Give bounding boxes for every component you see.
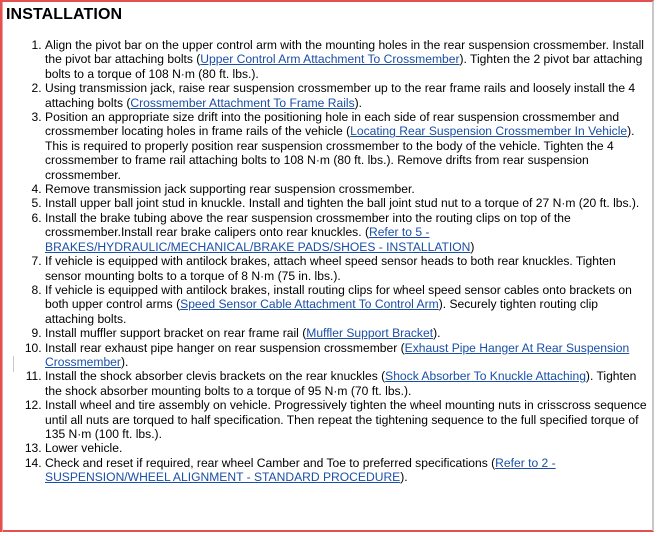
step-item — [45, 441, 654, 455]
step-reference-link[interactable]: Speed Sensor Cable Attachment To Control Arm — [180, 297, 439, 312]
step-text-after: ). — [120, 354, 129, 369]
step-reference-link[interactable]: Exhaust Pipe Hanger At Rear Suspension Crossmember — [45, 340, 630, 369]
step-text: Using transmission jack, raise rear suspension crossmember up to the rear frame rails and loosely install the 4 attaching bolts ( — [45, 81, 636, 110]
step-reference-link[interactable]: Crossmember Attachment To Frame Rails — [130, 95, 355, 110]
step-text: If vehicle is equipped with antilock brakes, attach wheel speed sensor heads to both rear knuckles. Tighten sensor mounting bolts to a torque of 8 N·m (75 in. lbs.). — [45, 254, 616, 283]
step-reference-link[interactable]: Locating Rear Suspension Crossmember In Vehicle — [350, 124, 628, 139]
step-text-after: ). — [354, 95, 363, 110]
step-item — [45, 326, 654, 340]
step-text-after: ) — [470, 239, 475, 254]
step-text: If vehicle is equipped with antilock brakes, install routing clips for wheel speed sensor cables onto brackets on both upper control arms ( — [45, 282, 632, 312]
step-item — [45, 211, 654, 254]
step-text-after: ). Tighten the shock absorber mounting bolts to a torque of 95 N·m (70 ft. lbs.). — [45, 369, 637, 398]
step-item — [45, 110, 654, 182]
step-item — [45, 254, 654, 283]
step-text: Install upper ball joint stud in knuckle. Install and tighten the ball joint stud nut to a torque of 27 N·m (20 ft. lbs.). — [45, 196, 640, 211]
step-reference-link[interactable]: Shock Absorber To Knuckle Attaching — [385, 369, 586, 384]
step-reference-link[interactable]: Upper Control Arm Attachment To Crossmember — [200, 52, 460, 67]
step-text-after: ). This is required to properly position rear suspension crossmember to the body of the vehicle. Tighten the 4 crossmember to frame rail attaching bolts to 108 N·m (80 ft. lbs.). Remove drifts from rear suspension crossmember. — [45, 124, 635, 182]
step-text: Install the brake tubing above the rear suspension crossmember into the routing clips on top of the crossmember.Install rear brake calipers onto rear knuckles. ( — [45, 210, 571, 240]
step-item — [45, 38, 654, 81]
step-text: Install muffler support bracket on rear frame rail ( — [45, 326, 307, 341]
section-title: INSTALLATION — [6, 6, 123, 23]
step-item — [45, 398, 654, 441]
step-text: Install the shock absorber clevis brackets on the rear knuckles ( — [45, 369, 386, 384]
step-text-after: ). Tighten the 2 pivot bar attaching bolts to a torque of 108 N·m (80 ft. lbs.). — [45, 52, 643, 81]
step-reference-link[interactable]: Refer to 5 - BRAKES/HYDRAULIC/MECHANICAL/BRAKE PADS/SHOES - INSTALLATION — [45, 225, 471, 254]
step-text: Lower vehicle. — [45, 441, 123, 456]
step-item — [45, 196, 654, 210]
step-text: Install wheel and tire assembly on vehicle. Progressively tighten the wheel mounting nuts in crisscross sequence until all nuts are torqued to half specification. Then repeat the tightening sequence to the full specified torque of 135 N·m (100 ft. lbs.). — [45, 398, 647, 441]
step-text-after: ). — [433, 326, 441, 341]
step-text-after: ). — [400, 470, 408, 485]
step-item — [45, 81, 654, 110]
step-reference-link[interactable]: Muffler Support Bracket — [306, 326, 434, 341]
step-text: Align the pivot bar on the upper control arm with the mounting holes in the rear suspension crossmember. Install the pivot bar attaching bolts ( — [45, 38, 644, 67]
step-reference-link[interactable]: Refer to 2 - SUSPENSION/WHEEL ALIGNMENT - STANDARD PROCEDURE — [45, 455, 556, 485]
step-item — [45, 182, 654, 196]
step-item — [45, 369, 654, 398]
step-text: Install rear exhaust pipe hanger on rear suspension crossmember ( — [45, 340, 405, 355]
installation-steps-list — [0, 38, 654, 485]
step-item — [45, 456, 654, 485]
step-item — [45, 341, 654, 370]
step-text: Check and reset if required, rear wheel Camber and Toe to preferred specifications ( — [45, 455, 496, 470]
step-text-after: ). Securely tighten routing clip attaching bolts. — [45, 297, 599, 326]
step-text: Remove transmission jack supporting rear suspension crossmember. — [45, 182, 415, 197]
step-text: Position an appropriate size drift into the positioning hole in each side of rear suspension crossmember and crossmember locating holes in frame rails of the vehicle ( — [45, 110, 620, 139]
step-item — [45, 283, 654, 326]
